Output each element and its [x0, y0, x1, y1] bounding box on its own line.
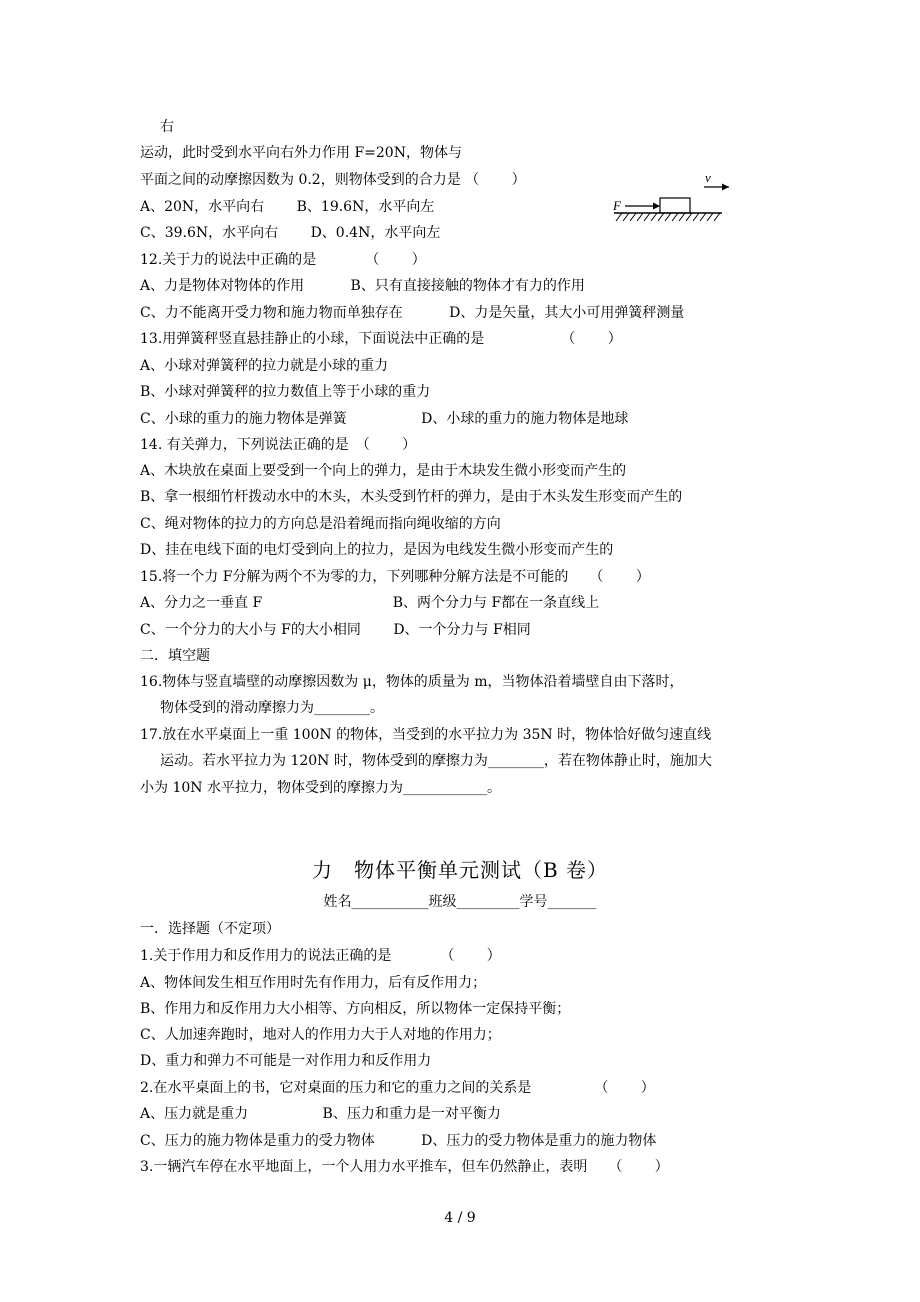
student-info-line: 姓名___________班级_________学号_______ — [323, 894, 597, 910]
question-line: 小为 10N 水平拉力，物体受到的摩擦力为____________。 — [140, 780, 501, 796]
question-line: 17.放在水平桌面上一重 100N 的物体，当受到的水平拉力为 35N 时，物体恰好做匀速直线 — [140, 727, 712, 743]
option-line: A、压力就是重力 B、压力和重力是一对平衡力 — [140, 1106, 501, 1122]
question-line: 16.物体与竖直墙壁的动摩擦因数为 μ，物体的质量为 m，当物体沿着墙壁自由下落时， — [140, 674, 684, 690]
question-line: 物体受到的滑动摩擦力为________。 — [160, 700, 384, 716]
question-line: 3.一辆汽车停在水平地面上，一个人用力水平推车，但车仍然静止，表明 （ ） — [140, 1159, 669, 1175]
option-line: B、作用力和反作用力大小相等、方向相反，所以物体一定保持平衡； — [140, 1001, 571, 1017]
question-line: 2.在水平桌面上的书，它对桌面的压力和它的重力之间的关系是 （ ） — [140, 1080, 655, 1096]
section-heading: 二．填空题 — [140, 648, 210, 664]
option-line: C、一个分力的大小与 F的大小相同 D、一个分力与 F相同 — [140, 622, 531, 638]
velocity-label: v — [705, 170, 711, 185]
option-line: A、力是物体对物体的作用 B、只有直接接触的物体才有力的作用 — [140, 278, 585, 294]
option-line: D、重力和弹力不可能是一对作用力和反作用力 — [140, 1053, 432, 1069]
block — [660, 198, 690, 213]
force-arrow-head — [653, 203, 660, 210]
option-line: B、小球对弹簧秤的拉力数值上等于小球的重力 — [140, 384, 431, 400]
option-line: C、39.6N，水平向右 D、0.4N，水平向左 — [140, 225, 441, 241]
page-title: 力 物体平衡单元测试（B 卷） — [311, 858, 609, 882]
section-heading: 一．选择题（不定项） — [140, 921, 280, 937]
option-line: D、挂在电线下面的电灯受到向上的拉力，是因为电线发生微小形变而产生的 — [140, 542, 614, 558]
question-line: 12.关于力的说法中正确的是 （ ） — [140, 252, 426, 268]
question-line: 1.关于作用力和反作用力的说法正确的是 （ ） — [140, 948, 501, 964]
option-line: A、物体间发生相互作用时先有作用力，后有反作用力； — [140, 975, 487, 991]
option-line: B、拿一根细竹杆拨动水中的木头，木头受到竹杆的弹力，是由于木头发生形变而产生的 — [140, 489, 683, 505]
option-line: C、人加速奔跑时，地对人的作用力大于人对地的作用力； — [140, 1027, 501, 1043]
option-line: C、压力的施力物体是重力的受力物体 D、压力的受力物体是重力的施力物体 — [140, 1133, 657, 1149]
force-label: F — [613, 198, 621, 213]
ground-hatching — [616, 213, 720, 221]
option-line: C、绳对物体的拉力的方向总是沿着绳而指向绳收缩的方向 — [140, 516, 501, 532]
velocity-arrow-head — [722, 184, 729, 191]
text-line: 运动，此时受到水平向右外力作用 F=20N，物体与 — [140, 145, 462, 161]
force-diagram — [608, 168, 738, 230]
option-line: C、小球的重力的施力物体是弹簧 D、小球的重力的施力物体是地球 — [140, 411, 629, 427]
page-number: 4 / 9 — [444, 1210, 476, 1226]
option-line: A、20N，水平向右 B、19.6N，水平向左 — [140, 199, 435, 215]
text-line: 平面之间的动摩擦因数为 0.2，则物体受到的合力是 （ ） — [140, 172, 526, 188]
question-line: 14. 有关弹力，下列说法正确的是 （ ） — [140, 437, 417, 453]
question-line: 13.用弹簧秤竖直悬挂静止的小球，下面说法中正确的是 （ ） — [140, 331, 622, 347]
option-line: A、分力之一垂直 F B、两个分力与 F都在一条直线上 — [140, 595, 600, 611]
option-line: C、力不能离开受力物和施力物而单独存在 D、力是矢量，其大小可用弹簧秤测量 — [140, 305, 685, 321]
option-line: A、木块放在桌面上要受到一个向上的弹力，是由于木块发生微小形变而产生的 — [140, 463, 627, 479]
option-line: A、小球对弹簧秤的拉力就是小球的重力 — [140, 358, 389, 374]
text-line: 右 — [160, 119, 174, 135]
question-line: 15.将一个力 F分解为两个不为零的力，下列哪种分解方法是不可能的 （ ） — [140, 569, 650, 585]
question-line: 运动。若水平拉力为 120N 时，物体受到的摩擦力为________，若在物体静止时，施加大 — [160, 753, 712, 769]
